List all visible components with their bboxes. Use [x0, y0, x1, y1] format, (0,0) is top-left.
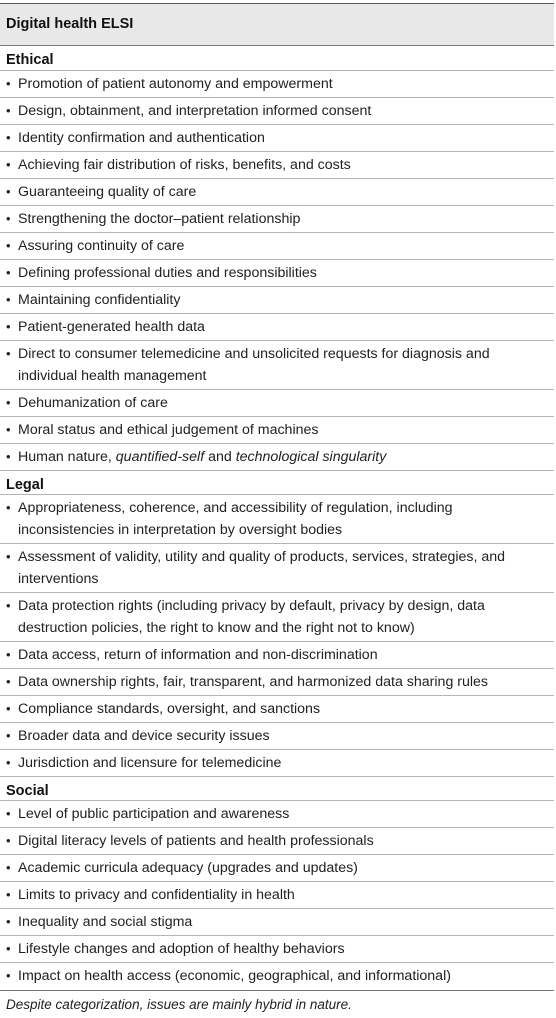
- list-item: • Impact on health access (economic, geographical, and informational): [0, 962, 554, 989]
- table-footnote: Despite categorization, issues are mainly hybrid in nature.: [6, 997, 352, 1012]
- list-item: • Moral status and ethical judgement of machines: [0, 416, 554, 443]
- table-header: [0, 4, 554, 46]
- list-item: • Data ownership rights, fair, transparent, and harmonized data sharing rules: [0, 668, 554, 695]
- list-item: • Strengthening the doctor–patient relationship: [0, 205, 554, 232]
- list-item: • Digital literacy levels of patients and health professionals: [0, 827, 554, 854]
- list-item: • Appropriateness, coherence, and accessibility of regulation, including inconsistencies in interpretation by oversight bodies: [0, 494, 554, 543]
- list-item: • Identity confirmation and authentication: [0, 124, 554, 151]
- list-item: • Promotion of patient autonomy and empowerment: [0, 70, 554, 97]
- list-item: • Guaranteeing quality of care: [0, 178, 554, 205]
- list-item: • Compliance standards, oversight, and sanctions: [0, 695, 554, 722]
- list-item: • Lifestyle changes and adoption of healthy behaviors: [0, 935, 554, 962]
- list-item: • Patient-generated health data: [0, 313, 554, 340]
- list-item: • Data access, return of information and non-discrimination: [0, 641, 554, 668]
- list-item: • Jurisdiction and licensure for telemedicine: [0, 749, 554, 776]
- section-title-social: Social: [0, 776, 554, 800]
- item-text: and: [204, 449, 236, 465]
- bottom-rule: [0, 990, 554, 991]
- list-item: • Assuring continuity of care: [0, 232, 554, 259]
- item-text-italic: technological singularity: [235, 449, 387, 465]
- list-item: • Data protection rights (including privacy by default, privacy by design, data destruction policies, the right to know and the right not to know): [0, 592, 554, 641]
- list-item: • Academic curricula adequacy (upgrades and updates): [0, 854, 554, 881]
- list-item: • Defining professional duties and responsibilities: [0, 259, 554, 286]
- list-item: • Design, obtainment, and interpretation informed consent: [0, 97, 554, 124]
- header-title: Digital health ELSI: [6, 16, 134, 32]
- list-item: • Dehumanization of care: [0, 389, 554, 416]
- list-item: • Direct to consumer telemedicine and unsolicited requests for diagnosis and individual health management: [0, 340, 554, 389]
- list-item: • Achieving fair distribution of risks, benefits, and costs: [0, 151, 554, 178]
- list-item: • Level of public participation and awareness: [0, 800, 554, 827]
- list-item: • Broader data and device security issues: [0, 722, 554, 749]
- item-text-italic: quantified-self: [115, 449, 205, 465]
- item-text: Human nature,: [18, 449, 116, 465]
- list-item: • Inequality and social stigma: [0, 908, 554, 935]
- section-title-legal: Legal: [0, 470, 554, 494]
- section-title-ethical: Ethical: [6, 52, 54, 68]
- list-item: • Assessment of validity, utility and quality of products, services, strategies, and interventions: [0, 543, 554, 592]
- list-item: • Limits to privacy and confidentiality in health: [0, 881, 554, 908]
- list-item: • Maintaining confidentiality: [0, 286, 554, 313]
- table-body: [0, 46, 554, 989]
- list-item-human-nature: [0, 443, 554, 470]
